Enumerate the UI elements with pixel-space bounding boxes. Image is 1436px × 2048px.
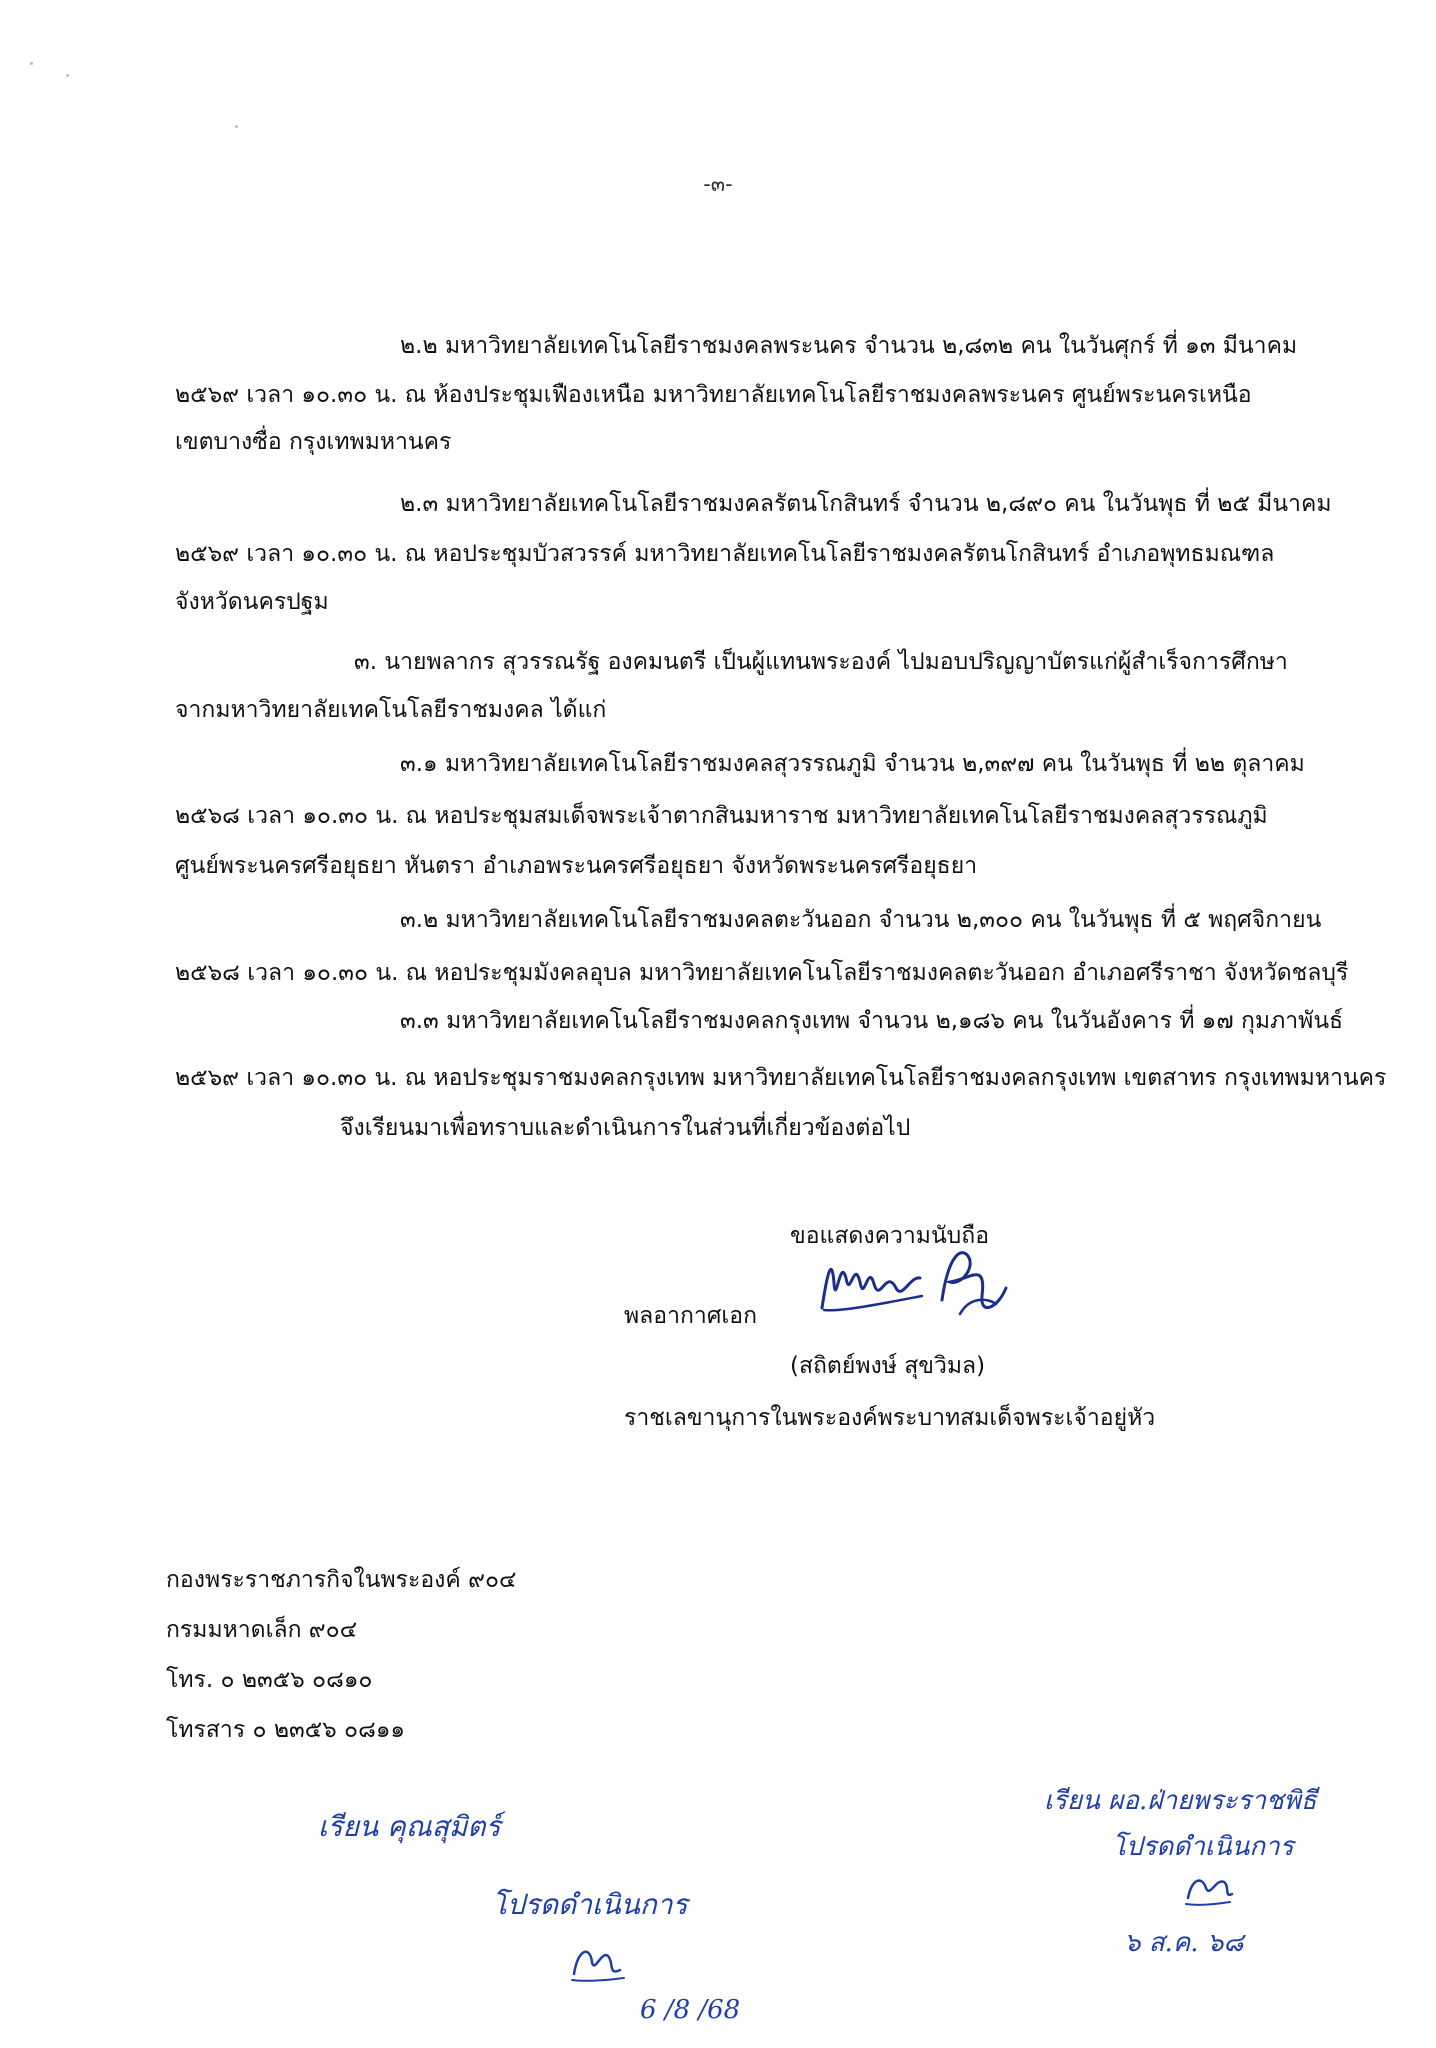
body-line: ศูนย์พระนครศรีอยุธยา หันตรา อำเภอพระนครศรีอยุธยา จังหวัดพระนครศรีอยุธยา — [175, 853, 978, 879]
body-line: ๒๕๖๙ เวลา ๑๐.๓๐ น. ณ หอประชุมบัวสวรรค์ มหาวิทยาลัยเทคโนโลยีราชมงคลรัตนโกสินทร์ อำเภอพุทธมณฑล — [175, 541, 1275, 567]
handwritten-note-left-line1: เรียน คุณสุมิตร์ — [318, 1810, 501, 1843]
handwritten-note-right-line2: โปรดดำเนินการ — [1112, 1832, 1294, 1862]
handwritten-note-left-line2: โปรดดำเนินการ — [492, 1888, 688, 1921]
handwritten-date-left: 6 /8 /68 — [640, 1995, 741, 2025]
contact-office: กองพระราชภารกิจในพระองค์ ๙๐๔ — [166, 1567, 517, 1593]
body-line: ๓.๓ มหาวิทยาลัยเทคโนโลยีราชมงคลกรุงเทพ จำนวน ๒,๑๘๖ คน ในวันอังคาร ที่ ๑๗ กุมภาพันธ์ — [400, 1008, 1344, 1034]
signatory-title: ราชเลขานุการในพระองค์พระบาทสมเด็จพระเจ้าอยู่หัว — [624, 1405, 1156, 1431]
body-line: ๒.๓ มหาวิทยาลัยเทคโนโลยีราชมงคลรัตนโกสินทร์ จำนวน ๒,๘๙๐ คน ในวันพุธ ที่ ๒๕ มีนาคม — [400, 491, 1332, 517]
signature-image — [810, 1238, 1020, 1330]
contact-phone: โทร. ๐ ๒๓๕๖ ๐๘๑๐ — [166, 1667, 373, 1693]
handwritten-initials-right — [1180, 1868, 1236, 1908]
body-line: ๓.๑ มหาวิทยาลัยเทคโนโลยีราชมงคลสุวรรณภูมิ จำนวน ๒,๓๙๗ คน ในวันพุธ ที่ ๒๒ ตุลาคม — [400, 751, 1305, 777]
body-line: ๒๕๖๙ เวลา ๑๐.๓๐ น. ณ หอประชุมราชมงคลกรุงเทพ มหาวิทยาลัยเทคโนโลยีราชมงคลกรุงเทพ เขตสาทร กรุงเทพมหานคร — [175, 1065, 1387, 1091]
body-line: เขตบางซื่อ กรุงเทพมหานคร — [175, 429, 452, 455]
scan-speck — [66, 74, 69, 77]
body-line: ๒๕๖๘ เวลา ๑๐.๓๐ น. ณ หอประชุมมังคลอุบล มหาวิทยาลัยเทคโนโลยีราชมงคลตะวันออก อำเภอศรีราชา จังหวัดชลบุรี — [175, 960, 1349, 986]
page-number: -๓- — [703, 172, 733, 196]
signatory-rank: พลอากาศเอก — [624, 1303, 758, 1329]
body-line: จากมหาวิทยาลัยเทคโนโลยีราชมงคล ได้แก่ — [175, 697, 607, 723]
body-line: ๓. นายพลากร สุวรรณรัฐ องคมนตรี เป็นผู้แทนพระองค์ ไปมอบปริญญาบัตรแก่ผู้สำเร็จการศึกษา — [354, 649, 1288, 675]
handwritten-date-right: ๖ ส.ค. ๖๘ — [1124, 1928, 1244, 1958]
handwritten-note-right-line1: เรียน ผอ.ฝ่ายพระราชพิธี — [1044, 1786, 1317, 1816]
body-line: ๒๕๖๘ เวลา ๑๐.๓๐ น. ณ หอประชุมสมเด็จพระเจ้าตากสินมหาราช มหาวิทยาลัยเทคโนโลยีราชมงคลสุวรรณภูมิ — [175, 803, 1268, 829]
closing-phrase: ขอแสดงความนับถือ — [790, 1223, 990, 1249]
body-line: ๒๕๖๙ เวลา ๑๐.๓๐ น. ณ ห้องประชุมเฟืองเหนือ มหาวิทยาลัยเทคโนโลยีราชมงคลพระนคร ศูนย์พระนครเหนือ — [175, 382, 1252, 408]
contact-department: กรมมหาดเล็ก ๙๐๔ — [166, 1617, 358, 1643]
body-line: จึงเรียนมาเพื่อทราบและดำเนินการในส่วนที่เกี่ยวข้องต่อไป — [340, 1115, 911, 1141]
scan-speck — [30, 62, 33, 65]
body-line: ๓.๒ มหาวิทยาลัยเทคโนโลยีราชมงคลตะวันออก จำนวน ๒,๓๐๐ คน ในวันพุธ ที่ ๕ พฤศจิกายน — [400, 907, 1322, 933]
contact-fax: โทรสาร ๐ ๒๓๕๖ ๐๘๑๑ — [166, 1717, 406, 1743]
signatory-name: (สถิตย์พงษ์ สุขวิมล) — [790, 1353, 986, 1379]
body-line: ๒.๒ มหาวิทยาลัยเทคโนโลยีราชมงคลพระนคร จำนวน ๒,๘๓๒ คน ในวันศุกร์ ที่ ๑๓ มีนาคม — [400, 333, 1298, 359]
handwritten-initials-left — [568, 1940, 628, 1984]
body-line: จังหวัดนครปฐม — [175, 589, 329, 615]
scan-speck — [235, 125, 238, 128]
